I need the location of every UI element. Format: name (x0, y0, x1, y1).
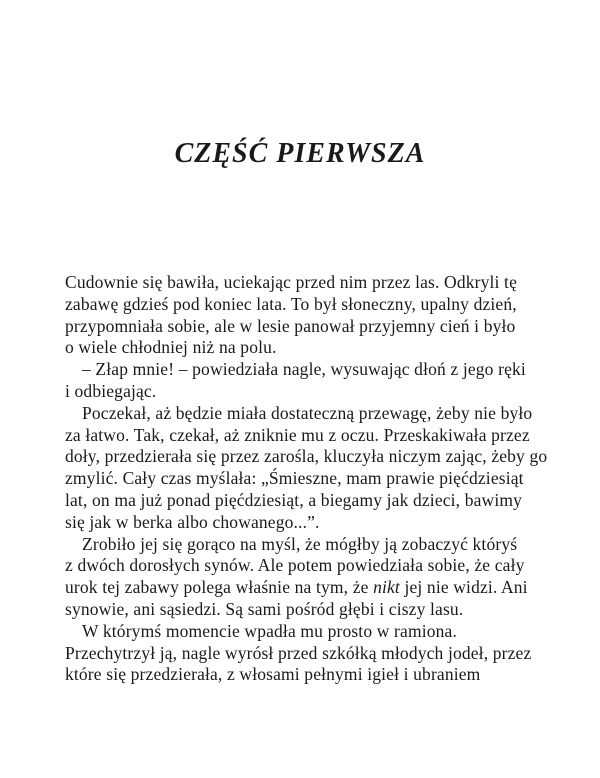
text-segment: Przechytrzył ją, nagle wyrósł przed szkółką młodych jodeł, przez (65, 642, 532, 663)
text-line (65, 555, 551, 577)
text-line (65, 403, 551, 425)
text-line (65, 664, 551, 686)
text-line (65, 599, 551, 621)
body-text (65, 272, 551, 686)
text-segment: które się przedzierała, z włosami pełnymi igieł i ubraniem (65, 664, 481, 685)
text-segment: synowie, ani sąsiedzi. Są sami pośród głębi i ciszy lasu. (65, 598, 464, 619)
text-segment: zabawę gdzieś pod koniec lata. To był słoneczny, upalny dzień, (65, 293, 517, 314)
text-segment: – Złap mnie! – powiedziała nagle, wysuwając dłoń z jego ręki (82, 359, 526, 380)
text-segment: urok tej zabawy polega właśnie na tym, że (65, 577, 374, 598)
chapter-title: CZĘŚĆ PIERWSZA (174, 138, 426, 169)
text-line (65, 316, 551, 338)
emphasized-word: nikt (373, 577, 400, 598)
text-line (65, 643, 551, 665)
text-line (65, 468, 551, 490)
text-segment: Zrobiło jej się gorąco na myśl, że mógłby ją zobaczyć któryś (82, 533, 518, 554)
text-segment: doły, przedzierała się przez zarośla, kluczyła niczym zając, żeby go (65, 446, 548, 467)
text-line (65, 621, 551, 643)
text-segment: z dwóch dorosłych synów. Ale potem powiedziała sobie, że cały (65, 555, 525, 576)
text-segment: zmylić. Cały czas myślała: „Śmieszne, mam prawie pięćdziesiąt (65, 468, 524, 489)
text-line (65, 272, 551, 294)
text-line (65, 490, 551, 512)
text-line (65, 446, 551, 468)
text-segment: W którymś momencie wpadła mu prosto w ramiona. (82, 620, 457, 641)
text-segment: się jak w berka albo chowanego...”. (65, 511, 320, 532)
text-line (65, 337, 551, 359)
text-segment: przypomniała sobie, ale w lesie panował przyjemny cień i było (65, 315, 516, 336)
text-line (65, 381, 551, 403)
text-line (65, 577, 551, 599)
text-segment: o wiele chłodniej niż na polu. (65, 337, 277, 358)
text-line (65, 534, 551, 556)
text-segment: za łatwo. Tak, czekał, aż zniknie mu z oczu. Przeskakiwała przez (65, 424, 530, 445)
text-line (65, 294, 551, 316)
text-segment: lat, on ma już ponad pięćdziesiąt, a biegamy jak dzieci, bawimy (65, 489, 522, 510)
text-segment: i odbiegając. (65, 380, 157, 401)
text-line (65, 512, 551, 534)
text-line (65, 425, 551, 447)
text-segment: Cudownie się bawiła, uciekając przed nim przez las. Odkryli tę (65, 272, 517, 292)
text-line (65, 359, 551, 381)
text-segment: Poczekał, aż będzie miała dostateczną przewagę, żeby nie było (82, 402, 533, 423)
text-segment: jej nie widzi. Ani (399, 577, 528, 598)
